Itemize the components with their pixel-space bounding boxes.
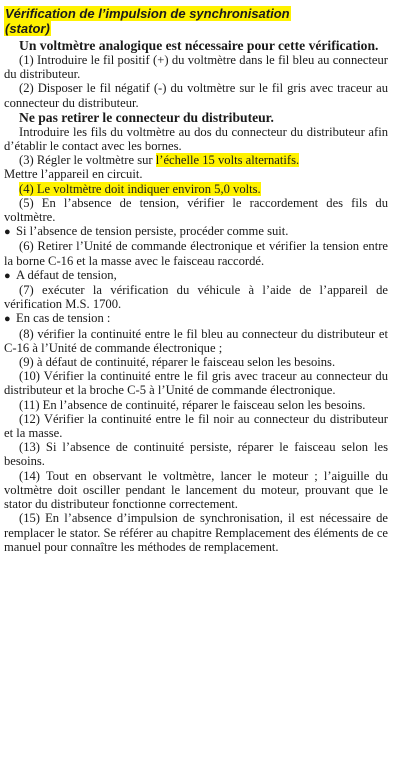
bullet-1-text: Si l’absence de tension persiste, procéder comme suit.: [16, 224, 289, 239]
title-line-1: Vérification de l’impulsion de synchronisation: [5, 6, 290, 21]
step-7: (7) exécuter la vérification du véhicule à l’aide de l’appareil de vérification M.S. 1700.: [4, 283, 388, 312]
step-12: (12) Vérifier la continuité entre le fil noir au connecteur du distributeur et la masse.: [4, 411, 388, 441]
step-13: (13) Si l’absence de continuité persiste, réparer le faisceau selon les besoins.: [4, 440, 388, 469]
step-14: (14) Tout en observant le voltmètre, lancer le moteur ; l’aiguille du voltmètre doit osciller pendant le lancement du moteur, prouvant que le stator du distributeur fonctionne correctement.: [4, 468, 388, 512]
step-3: [4, 153, 388, 167]
bullet-icon: ●: [4, 313, 11, 326]
title-line-2: (stator): [5, 21, 50, 36]
warning-paragraph: Ne pas retirer le connecteur du distributeur.: [19, 109, 274, 125]
step-1: (1) Introduire le fil positif (+) du voltmètre dans le fil bleu au connecteur du distributeur.: [4, 53, 388, 82]
note-paragraph: Introduire les fils du voltmètre au dos du connecteur du distributeur afin d’établir le contact avec les bornes.: [4, 124, 388, 154]
bullet-icon: ●: [4, 226, 11, 239]
document-page: [4, 6, 388, 554]
step-6: (6) Retirer l’Unité de commande électronique et vérifier la tension entre la borne C-16 et la masse avec le faisceau raccordé.: [4, 239, 388, 268]
bullet-3: [4, 311, 388, 326]
step-3-continuation: Mettre l’appareil en circuit.: [4, 167, 143, 182]
bullet-2-text: A défaut de tension,: [16, 267, 117, 282]
step-10: (10) Vérifier la continuité entre le fil gris avec traceur au connecteur du distributeur et la broche C-5 à l’Unité de commande électronique.: [4, 369, 388, 398]
bullet-1: [4, 224, 388, 239]
bullet-2: [4, 268, 388, 283]
step-15: (15) En l’absence d’impulsion de synchronisation, il est nécessaire de remplacer le stator. Se référer au chapitre Remplacement des éléments de ce manuel pour connaître les méthodes de remplacement.: [4, 511, 388, 554]
step-4: [4, 182, 388, 196]
step-5: (5) En l’absence de tension, vérifier le raccordement des fils du voltmètre.: [4, 195, 388, 225]
step-4-highlight: (4) Le voltmètre doit indiquer environ 5,0 volts.: [19, 181, 261, 196]
step-3-text: (3) Régler le voltmètre sur: [19, 153, 156, 168]
step-8: (8) vérifier la continuité entre le fil bleu au connecteur du distributeur et C-16 à l’Unité de commande électronique ;: [4, 326, 388, 355]
bullet-icon: ●: [4, 269, 11, 282]
section-title: [4, 6, 388, 36]
intro-paragraph: Un voltmètre analogique est nécessaire pour cette vérification.: [19, 38, 379, 53]
bullet-3-text: En cas de tension :: [16, 311, 111, 326]
step-3-highlight: l’échelle 15 volts alternatifs.: [155, 153, 300, 168]
step-11: (11) En l’absence de continuité, réparer le faisceau selon les besoins.: [19, 397, 366, 412]
step-2: (2) Disposer le fil négatif (-) du voltmètre sur le fil gris avec traceur au connecteur du distributeur.: [4, 81, 388, 110]
step-9: (9) à défaut de continuité, réparer le faisceau selon les besoins.: [19, 355, 336, 370]
